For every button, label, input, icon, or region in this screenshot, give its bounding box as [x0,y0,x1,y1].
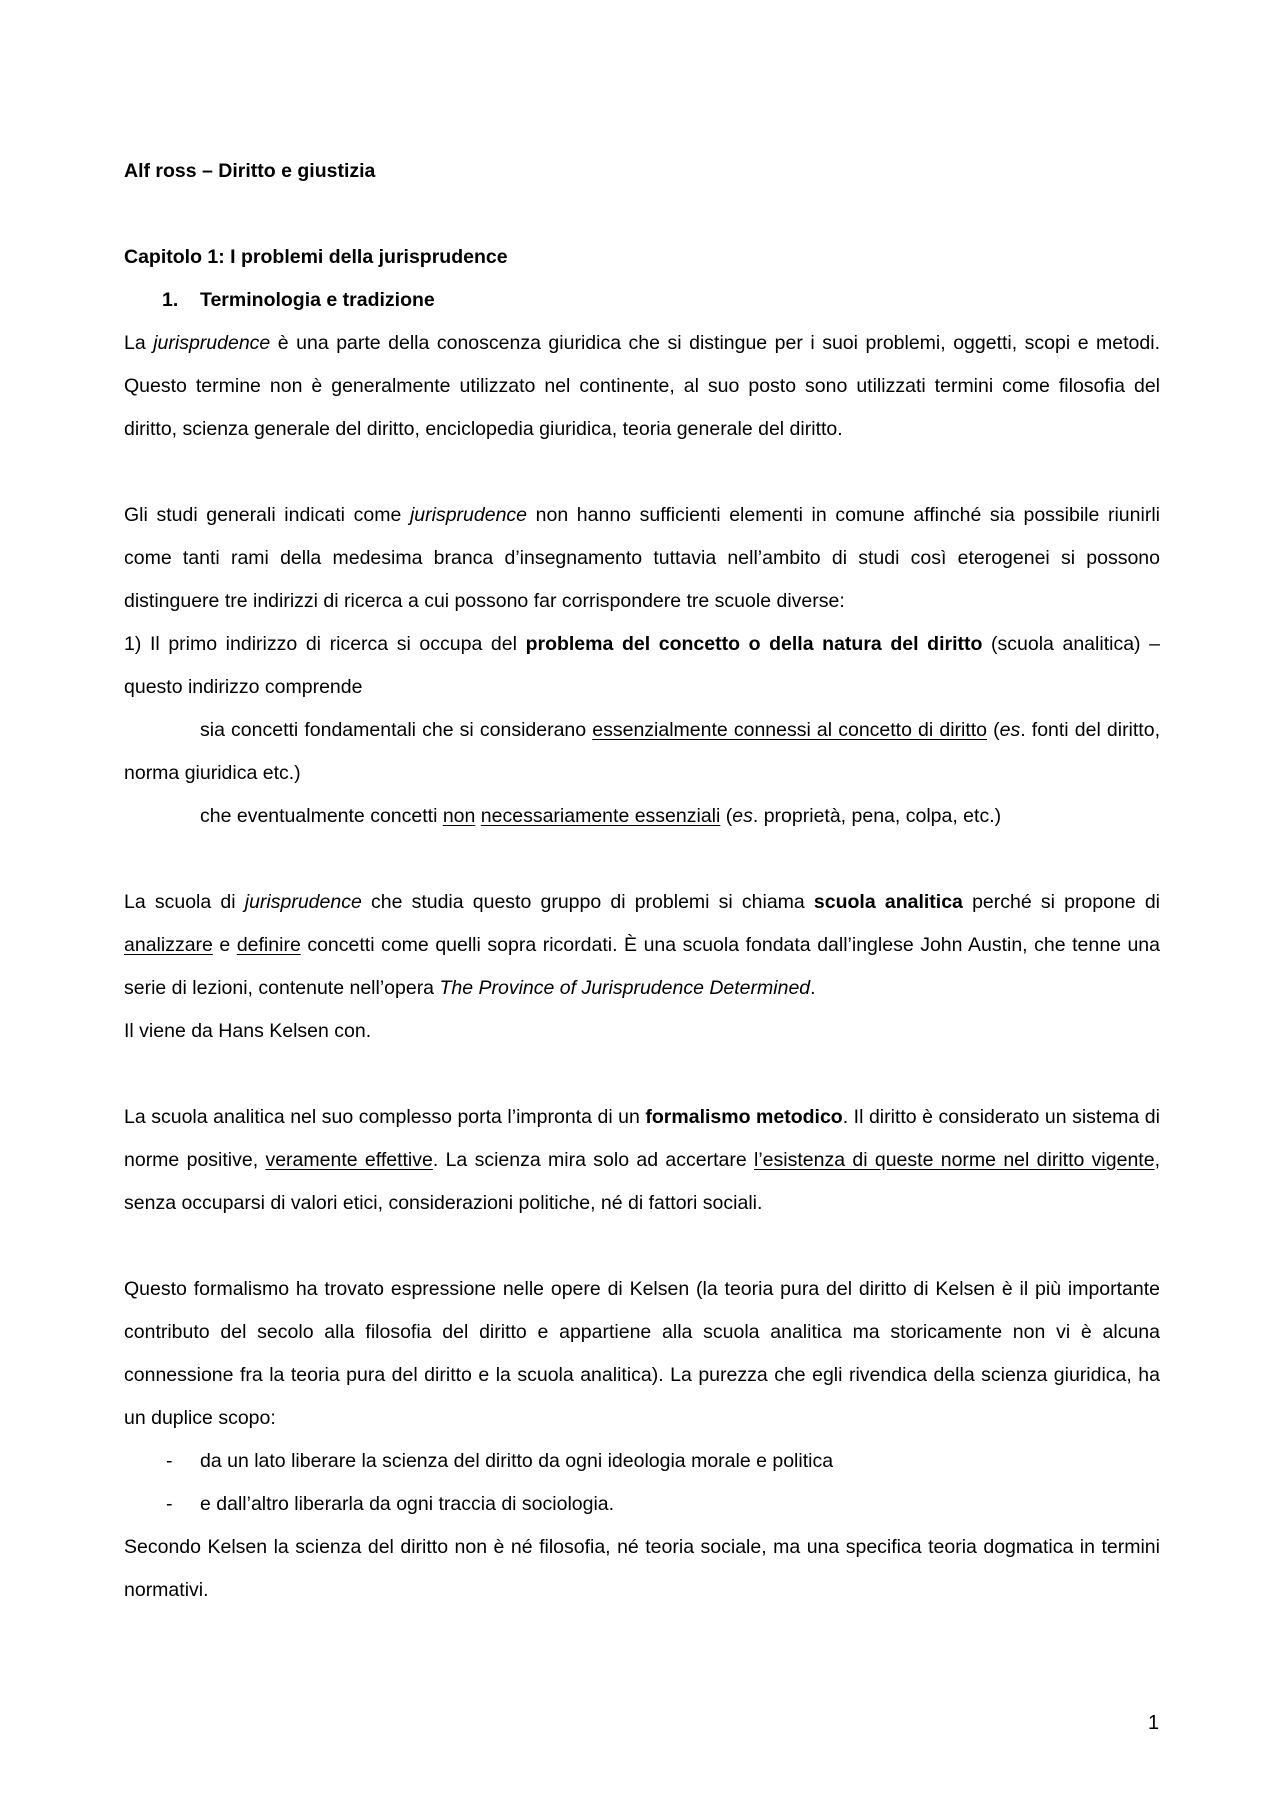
paragraph-1 [124,322,1160,451]
text-run: non hanno sufficienti elementi in comune affinché sia possibile riunirli come tanti rami della medesima branca d’insegnamento tuttavia nell’ambito di studi così eterogenei si possono distinguere tre indirizzi di ricerca a cui possono far corrispondere tre scuole diverse: [124,504,1160,612]
italic-term: jurisprudence [244,891,362,913]
italic-term: jurisprudence [409,504,528,526]
document-page [124,150,1160,1612]
paragraph-8 [124,1096,1160,1225]
text-run: sia concetti fondamentali che si considerano [200,719,593,741]
text-run: che studia questo gruppo di problemi si chiama [361,891,814,913]
bullet-text: da un lato liberare la scienza del diritto da ogni ideologia morale e politica [200,1450,834,1472]
text-run: La scuola di [124,891,245,913]
paragraph-9: Questo formalismo ha trovato espressione nelle opere di Kelsen (la teoria pura del diritto di Kelsen è il più importante contributo del secolo alla filosofia del diritto e appartiene alla scuola analitica ma storicamente non vi è alcuna connessione fra la teoria pura del diritto e la scuola analitica). La purezza che egli rivendica della scienza giuridica, ha un duplice scopo: [124,1278,1160,1429]
section-heading [124,279,1160,322]
italic-title: The Province of Jurisprudence Determined [439,977,811,999]
paragraph-7: Il viene da Hans Kelsen con. [124,1020,372,1042]
underlined-term: non [442,805,476,827]
italic-term: es [732,805,753,827]
text-run: perché si propone di [962,891,1161,913]
text-run: . La scienza mira solo ad accertare [432,1149,754,1171]
page-number: 1 [1148,1712,1160,1734]
text-run: , senza occuparsi di valori etici, considerazioni politiche, né di fattori sociali. [124,1149,1160,1214]
bullet-dash: - [166,1450,173,1472]
bullet-dash: - [166,1493,173,1515]
paragraph-2 [124,494,1160,623]
paragraph-6 [124,881,1160,1010]
text-run: e [212,934,237,956]
text-run: . fonti del diritto, norma giuridica etc.) [124,719,1160,784]
document-title: Alf ross – Diritto e giustizia [124,160,376,182]
text-run: è una parte della conoscenza giuridica che si distingue per i suoi problemi, oggetti, scopi e metodi. Questo termine non è generalmente utilizzato nel continente, al suo posto sono utilizzati termini come filosofia del diritto, scienza generale del diritto, enciclopedia giuridica, teoria generale del diritto. [124,332,1160,440]
underlined-term: definire [236,934,301,956]
text-run: . [810,977,816,999]
paragraph-3 [124,623,1160,709]
section-title: Terminologia e tradizione [200,289,435,311]
text-run: ( [987,719,1000,741]
text-run: . Il diritto è considerato un sistema di norme positive, [124,1106,1160,1171]
text-run: che eventualmente concetti [200,805,443,827]
text-run: ( [720,805,733,827]
paragraph-10: Secondo Kelsen la scienza del diritto non è né filosofia, né teoria sociale, ma una specifica teoria dogmatica in termini normativi. [124,1536,1160,1601]
paragraph-4 [124,709,1160,795]
bullet-item [124,1483,1160,1526]
section-number: 1. [162,289,179,311]
chapter-heading: Capitolo 1: I problemi della jurisprudence [124,246,508,268]
paragraph-5 [124,795,1160,838]
underlined-term: l’esistenza di queste norme nel diritto vigente [754,1149,1155,1171]
text-run: concetti come quelli sopra ricordati. È una scuola fondata dall’inglese John Austin, che tenne una serie di lezioni, contenute nell’opera [124,934,1160,999]
text-run: La [124,332,154,354]
italic-term: es [999,719,1021,741]
underlined-term: veramente effettive [265,1149,433,1171]
underlined-term: analizzare [124,934,213,956]
bold-term: problema del concetto o della natura del diritto [525,633,983,655]
text-run: La scuola analitica nel suo complesso porta l’impronta di un [124,1106,646,1128]
underlined-term: necessariamente essenziali [480,805,721,827]
text-run: Gli studi generali indicati come [124,504,410,526]
italic-term: jurisprudence [153,332,271,354]
text-run: (scuola analitica) – questo indirizzo comprende [124,633,1160,698]
bold-term: formalismo metodico [645,1106,843,1128]
bold-term: scuola analitica [813,891,963,913]
bullet-item [124,1440,1160,1483]
underlined-term: essenzialmente connessi al concetto di diritto [592,719,988,741]
bullet-text: e dall’altro liberarla da ogni traccia di sociologia. [200,1493,615,1515]
text-run: 1) Il primo indirizzo di ricerca si occupa del [124,633,526,655]
text-run: . proprietà, pena, colpa, etc.) [752,805,1002,827]
